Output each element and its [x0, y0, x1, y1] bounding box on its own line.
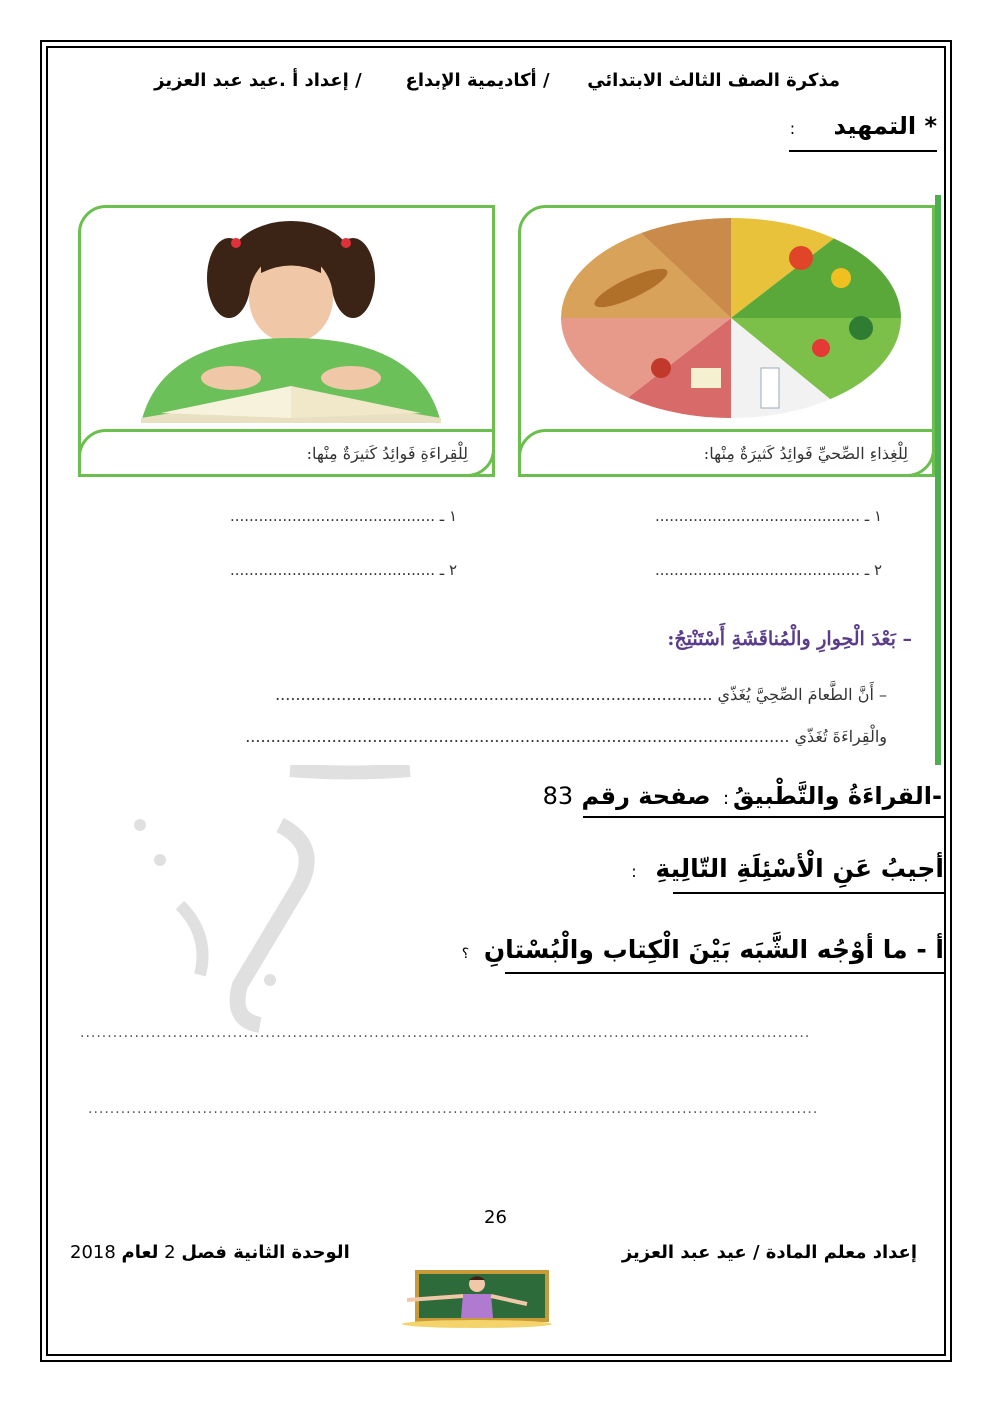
- green-margin-bar: [935, 195, 941, 765]
- reading-title: -القراءَةُ والتَّطْبيقُ: [733, 782, 942, 810]
- header-separator: /: [543, 70, 550, 91]
- intro-heading: [790, 112, 937, 140]
- footer-term: 2: [164, 1242, 176, 1263]
- reading-benefit-line-2: ٢ ـ ...........................................: [229, 561, 457, 579]
- footer-unit: [70, 1242, 350, 1263]
- answer-line-1[interactable]: ......................................................................................................................................: [80, 1025, 811, 1041]
- footer-teacher: إعداد معلم المادة / عيد عبد العزيز: [621, 1242, 917, 1263]
- answer-prompt: [631, 854, 944, 883]
- intro-colon: :: [789, 119, 796, 138]
- page-number: 26: [484, 1207, 507, 1228]
- answer-prompt-colon: :: [631, 862, 637, 881]
- footer-year: 2018: [70, 1242, 116, 1263]
- conclusion-title: – بَعْدَ الْحِوارِ والْمُناقَشَةِ أَسْتَنْتِجُ:: [667, 628, 912, 650]
- intro-underline: [789, 150, 937, 152]
- intro-title: * التمهيد: [833, 112, 937, 140]
- question-a-text: أ - ما أوْجُه الشَّبَه بَيْنَ الْكِتاب والْبُسْتانِ: [483, 935, 944, 964]
- healthy-food-caption: لِلْغِذاءِ الصِّحيِّ فَوائِدُ كَثيرَةٌ مِنْها:: [518, 429, 935, 477]
- reading-benefit-line-1: ١ ـ ...........................................: [229, 507, 457, 525]
- food-benefit-line-2: ٢ ـ ...........................................: [654, 561, 882, 579]
- page-ref-number: 83: [542, 782, 574, 810]
- header-separator: /: [355, 70, 362, 91]
- teacher-clipart: [397, 1268, 552, 1328]
- girl-reading-image: [101, 218, 472, 423]
- watermark-signature: [120, 765, 420, 1035]
- footer-year-label: لعام: [121, 1242, 159, 1263]
- header-author: إعداد أ .عيد عبد العزيز: [154, 70, 349, 91]
- reading-card: [78, 205, 495, 477]
- conclusion-line-2: والْقِراءَةَ تُغَذّي ...........................................................................................................: [245, 727, 887, 746]
- question-a-mark: ؟: [461, 946, 470, 962]
- question-a: [462, 935, 944, 964]
- answer-line-2[interactable]: ......................................................................................................................................: [88, 1101, 819, 1117]
- reading-heading: [543, 782, 942, 810]
- header-academy: أكاديمية الإبداع: [405, 70, 537, 91]
- healthy-food-card: [518, 205, 935, 477]
- reading-underline: [583, 816, 945, 818]
- answer-prompt-underline: [673, 892, 945, 894]
- reading-colon: :: [722, 788, 730, 809]
- page-label: صفحة رقم: [581, 782, 711, 810]
- page-header: [120, 70, 840, 91]
- question-a-underline: [505, 972, 945, 974]
- header-title: مذكرة الصف الثالث الابتدائي: [587, 70, 840, 91]
- footer-unit-label: الوحدة الثانية فصل: [181, 1242, 350, 1263]
- food-benefit-line-1: ١ ـ ...........................................: [654, 507, 882, 525]
- food-plate-image: [541, 218, 912, 423]
- conclusion-line-1: – أَنَّ الطَّعامَ الصِّحِيَّ يُغَذّي ......................................................................................: [275, 685, 887, 704]
- reading-caption: لِلْقِراءَةِ فَوائِدُ كَثيرَةٌ مِنْها:: [78, 429, 495, 477]
- answer-prompt-title: أجيبُ عَنِ الْأسْئِلَةِ التّالِيةِ: [655, 854, 944, 883]
